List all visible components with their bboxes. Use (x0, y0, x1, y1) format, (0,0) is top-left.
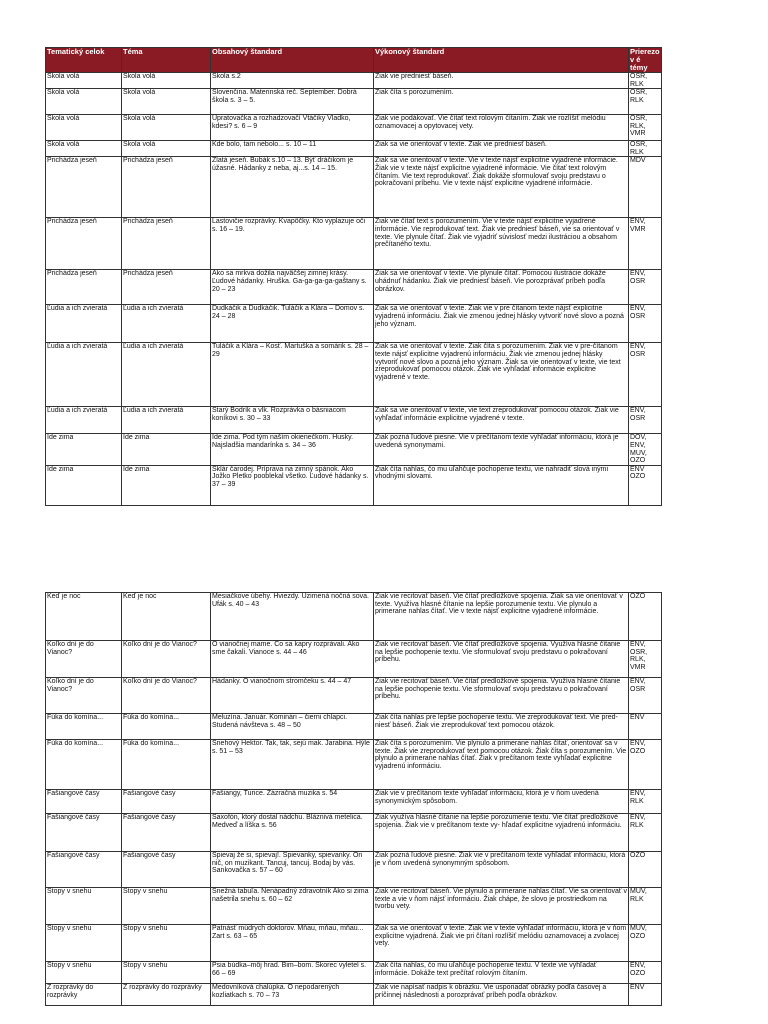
cell-performance-standard: Žiak číta nahlas, čo mu uľahčuje pochopenie textu, vie nahradiť slová inými vhodnými slovami. (374, 465, 629, 505)
header-content-standard: Obsahový štandard (211, 48, 374, 73)
cell-cross-topics: ENV, RLK (629, 814, 662, 852)
cell-performance-standard: Žiak vie predniesť báseň. (374, 73, 629, 89)
cell-content-standard: Škola s.2 (211, 73, 374, 89)
table-row (46, 305, 662, 343)
cell-topic: Fúka do komína... (122, 740, 211, 790)
cell-cross-topics: ENV, OSR (629, 407, 662, 434)
cell-cross-topics: ENV (629, 984, 662, 1006)
cell-thematic-unit: Prichádza jeseň (46, 218, 122, 270)
cell-thematic-unit: Z rozprávky do rozprávky (46, 984, 122, 1006)
cell-content-standard: Snežná tabuľa. Nenápadný zdravotník Ako si zima našetrila snehu s. 60 – 62 (211, 888, 374, 925)
cell-topic: Stopy v snehu (122, 962, 211, 984)
cell-performance-standard: Žiak vie podákovať. Vie čítať text rolovým čítaním. Žiak vie rozlíšiť melódiu oznamovacej a opytovacej vety. (374, 115, 629, 141)
cell-content-standard: Dudkáčik a Dudkáčik. Tuláčik a Klára – Domov s. 24 – 28 (211, 305, 374, 343)
cell-performance-standard: Žiak vie recitovať báseň. Vie čítať predložkové spojenia. Využíva hlasné čítanie na lepšie pochopenie textu. Vie sformulovať svoju predstavu o pokračovaní príbehu. (374, 678, 629, 714)
table-row (46, 888, 662, 925)
cell-cross-topics: ENV (629, 714, 662, 740)
cell-cross-topics: ENV, OSR (629, 270, 662, 305)
cell-performance-standard: Žiak vie čítať text s porozumením. Vie v texte nájsť explicitne vyjadrené informácie. Vie reprodukovať text. Žiak vie predniesť báseň, vie sa orientovať v texte. Vie plynule čítať. Žiak vie vyjadriť súvislosť medzi ilustráciou a obsahom prečítaného textu. (374, 218, 629, 270)
cell-thematic-unit: Ľudia a ich zvieratá (46, 305, 122, 343)
cell-performance-standard: Žiak využíva hlasné čítanie na lepšie porozumenie textu. Vie čítať predložkové spojenia. Žiak vie v prečítanom texte vy- hľadať explicitne vyjadrenú informáciu. (374, 814, 629, 852)
cell-topic: Škola volá (122, 115, 211, 141)
table-row (46, 925, 662, 962)
cell-topic: Prichádza jeseň (122, 157, 211, 218)
cell-cross-topics: MDV (629, 157, 662, 218)
cell-content-standard: Ide zima. Pod tým naším okienečkom. Husky. Najsladšia mandarínka s. 34 – 36 (211, 434, 374, 465)
table-row (46, 218, 662, 270)
table-row (46, 407, 662, 434)
table-row (46, 343, 662, 407)
header-performance-standard: Výkonový štandard (374, 48, 629, 73)
table-row (46, 962, 662, 984)
cell-topic: Stopy v snehu (122, 888, 211, 925)
cell-cross-topics: ENV, OSR (629, 343, 662, 407)
cell-cross-topics: ENV, OSR, RLK, VMR (629, 641, 662, 678)
table-row (46, 678, 662, 714)
cell-performance-standard: Žiak sa vie orientovať v texte. Vie v texte nájsť explicitne vyjadrené informácie. Žiak vie v texte nájsť explicitne vyjadrené informácie. Vie čítať text rolovým čítaním. Vie text reprodukovať. Žiak dokáže sformulovať svoju predstavu o pokračovaní príbehu. Vie v texte nájsť explicitne vyjadrené informácie. (374, 157, 629, 218)
cell-thematic-unit: Škola volá (46, 141, 122, 157)
cell-topic: Fašiangové časy (122, 814, 211, 852)
table-row (46, 740, 662, 790)
cell-topic: Ľudia a ich zvieratá (122, 343, 211, 407)
cell-topic: Koľko dní je do Vianoc? (122, 641, 211, 678)
cell-content-standard: Patnásť múdrych doktorov. Mňau, mňau, mňau... Zart s. 63 – 65 (211, 925, 374, 962)
table-header-row (46, 48, 662, 73)
table-row (46, 89, 662, 115)
cell-cross-topics: ENV, OSR (629, 305, 662, 343)
table-row (46, 641, 662, 678)
cell-cross-topics: MUV, RLK (629, 888, 662, 925)
cell-thematic-unit: Fašiangové časy (46, 852, 122, 888)
cell-content-standard: O vianočnej mame. Čo sa kapry rozprávali. Ako sme čakali. Vianoce s. 44 – 46 (211, 641, 374, 678)
cell-performance-standard: Žiak vie recitovať báseň. Vie plynulo a primerane nahlas čítať. Vie sa orientovať v texte a vie v ňom nájsť informáciu. Žiak chápe, že slovo je prostriedkom na tvorbu vety. (374, 888, 629, 925)
table-row (46, 852, 662, 888)
cell-topic: Prichádza jeseň (122, 270, 211, 305)
cell-topic: Škola volá (122, 141, 211, 157)
cell-performance-standard: Žiak sa vie orientovať v texte. Žiak vie predniesť báseň. (374, 141, 629, 157)
table-row (46, 434, 662, 465)
cell-cross-topics: ENV, RLK (629, 790, 662, 814)
table-body-bottom (46, 593, 662, 1006)
table-body-top (46, 73, 662, 506)
cell-content-standard: Medovníková chalúpka. O nepodarených kozliatkach s. 70 – 73 (211, 984, 374, 1006)
cell-performance-standard: Žiak sa vie orientovať v texte. Vie plynule čítať. Pomocou ilustrácie dokáže uhádnuť hádanku. Žiak vie predniesť báseň. Vie porozprávať príbeh podľa obrázkov. (374, 270, 629, 305)
cell-performance-standard: Žiak číta nahlas pre lepšie pochopenie textu. Vie zreprodukovať text. Vie pred- niesť báseň. Žiak vie zreprodukovať text pomocou otázok. (374, 714, 629, 740)
cell-cross-topics: DOV, ENV, MUV, OZO (629, 434, 662, 465)
cell-thematic-unit: Keď je noc (46, 593, 122, 641)
cell-performance-standard: Žiak pozná ľudové piesne. Vie v prečítanom texte vyhľadať informáciu, ktorá je uvedená synonymami. (374, 434, 629, 465)
cell-cross-topics: ENV, OZO (629, 740, 662, 790)
table-row (46, 115, 662, 141)
cell-cross-topics: OSR, RLK (629, 89, 662, 115)
cell-thematic-unit: Ide zima (46, 434, 122, 465)
cell-cross-topics: ENV, VMR (629, 218, 662, 270)
cell-topic: Ide zima (122, 465, 211, 505)
cell-topic: Fúka do komína... (122, 714, 211, 740)
cell-topic: Prichádza jeseň (122, 218, 211, 270)
cell-performance-standard: Žiak číta nahlas, čo mu uľahčuje pochopenie textu. V texte vie vyhľadať informácie. Dokáže text prečítať rolovým čítaním. (374, 962, 629, 984)
cell-topic: Ide zima (122, 434, 211, 465)
cell-performance-standard: Žiak sa vie orientovať v texte. Žiak vie v pre čítanom texte nájsť explicitne vyjadrenú informáciu. Žiak vie zmenou jednej hlásky vytvoriť nové slovo a pozná jeho význam. (374, 305, 629, 343)
table-row (46, 73, 662, 89)
cell-performance-standard: Žiak číta s porozumením. (374, 89, 629, 115)
header-topic: Téma (122, 48, 211, 73)
cell-content-standard: Snehový Hektor. Tak, tak, sejú mak. Jarabina. Hýle s. 51 – 53 (211, 740, 374, 790)
cell-topic: Škola volá (122, 73, 211, 89)
cell-performance-standard: Žiak vie recitovať báseň. Vie čítať predložkové spojenia. Žiak sa vie orientovať v texte. Využíva hlasné čítanie na lepšie porozumenie textu. Vie plynulo a primerane nahlas čítať. Vie v texte nájsť explicitne vyjadrené informácie. (374, 593, 629, 641)
cell-content-standard: Upratovačka a rozhadzovačí Vtáčiky Vladko, kdesi? s. 6 – 9 (211, 115, 374, 141)
cell-thematic-unit: Fašiangové časy (46, 790, 122, 814)
cell-thematic-unit: Ide zima (46, 465, 122, 505)
cell-cross-topics: OZO (629, 852, 662, 888)
cell-performance-standard: Žiak vie v prečítanom texte vyhľadať informáciu, ktorá je v ňom uvedená synonymickým spôsobom. (374, 790, 629, 814)
cell-content-standard: Starý Bodrík a vlk. Rozprávka o básniacom koníkovi s. 30 – 33 (211, 407, 374, 434)
cell-performance-standard: Žiak vie recitovať báseň. Vie čítať predložkové spojenia. Využíva hlasné čítanie na lepšie pochopenie textu. Vie sformulovať svoju predstavu o pokračovaní príbehu. (374, 641, 629, 678)
cell-topic: Fašiangové časy (122, 852, 211, 888)
table-row (46, 465, 662, 505)
cell-thematic-unit: Stopy v snehu (46, 888, 122, 925)
cell-topic: Fašiangové časy (122, 790, 211, 814)
cell-thematic-unit: Prichádza jeseň (46, 270, 122, 305)
cell-thematic-unit: Fúka do komína... (46, 740, 122, 790)
cell-thematic-unit: Ľudia a ich zvieratá (46, 343, 122, 407)
cell-content-standard: Zlatá jeseň. Bubák s.10 – 13. Býť dráčikom je úžasné. Hádanky z neba, aj...s. 14 – 15. (211, 157, 374, 218)
table-row (46, 157, 662, 218)
cell-content-standard: Slovenčina. Materinská reč. September. Dobrá škola s. 3 – 5. (211, 89, 374, 115)
cell-thematic-unit: Škola volá (46, 89, 122, 115)
cell-topic: Škola volá (122, 89, 211, 115)
cell-topic: Z rozprávky do rozprávky (122, 984, 211, 1006)
cell-thematic-unit: Stopy v snehu (46, 962, 122, 984)
cell-thematic-unit: Fašiangové časy (46, 814, 122, 852)
cell-content-standard: Tuláčik a Klára – Kosť. Martuška a somárik s. 28 – 29 (211, 343, 374, 407)
table-row (46, 141, 662, 157)
cell-performance-standard: Žiak číta s porozumením. Vie plynulo a primerane nahlas čítať, orientovať sa v texte. Žiak vie zreprodukovať text pomocou otázok. Žiak číta s porozumením. Vie plynulo a primerane nahlas čítať. Žiak v prečítanom texte vyhľadať explicitne vyjadrenú informáciu. (374, 740, 629, 790)
cell-thematic-unit: Ľudia a ich zvieratá (46, 407, 122, 434)
cell-thematic-unit: Škola volá (46, 73, 122, 89)
curriculum-table-bottom (45, 592, 662, 1006)
cell-cross-topics: ENV OZO (629, 465, 662, 505)
header-thematic-unit: Tematický celok (46, 48, 122, 73)
cell-thematic-unit: Koľko dní je do Vianoc? (46, 678, 122, 714)
cell-topic: Ľudia a ich zvieratá (122, 305, 211, 343)
cell-cross-topics: ENV, OZO (629, 962, 662, 984)
cell-content-standard: Spievaj že si, spievaj!. Spievanky, spievanky. Ón nič, on muzikant. Tancuj, tancuj. Bodaj by vás. Sankovačka s. 57 – 60 (211, 852, 374, 888)
cell-topic: Ľudia a ich zvieratá (122, 407, 211, 434)
cell-cross-topics: OSR, RLK, VMR (629, 115, 662, 141)
cell-performance-standard: Žiak sa vie orientovať v texte. Žiak číta s porozumením. Žiak vie v pre-čítanom texte nájsť explicitne vyjadrenú informáciu. Žiak vie zmenou jednej hlásky vytvoriť nové slovo a pozná jeho význam. Žiak sa vie orientovať v texte, vie text zreprodukovať pomocou otázok. Žiak vie vyhľadať informácie explicitne vyjadrené v texte. (374, 343, 629, 407)
header-cross-topics: Prierezov é témy (630, 47, 660, 72)
cell-content-standard: Saxofón, ktorý dostal nádchu. Bláznivá metelica. Medveď a líška s. 56 (211, 814, 374, 852)
cell-performance-standard: Žiak pozná ľudové piesne. Žiak vie v prečítanom texte vyhľadať informáciu, ktorá je v ňom uvedená synonymným spôsobom. (374, 852, 629, 888)
cell-thematic-unit: Prichádza jeseň (46, 157, 122, 218)
cell-cross-topics: OSR, RLK (629, 73, 662, 89)
cell-topic: Koľko dní je do Vianoc? (122, 678, 211, 714)
cell-performance-standard: Žiak vie napísať nadpis k obrázku. Vie usporiadať obrázky podľa časovej a príčinnej následnosti a porozprávať príbeh podľa obrázkov. (374, 984, 629, 1006)
cell-content-standard: Mesiačkove úbehy. Hviezdy. Uzimená nočná sova. Ufák s. 40 – 43 (211, 593, 374, 641)
cell-thematic-unit: Stopy v snehu (46, 925, 122, 962)
cell-cross-topics: MUV, OZO (629, 925, 662, 962)
cell-performance-standard: Žiak sa vie orientovať v texte. Žiak vie v texte vyhľadať informáciu, ktorá je v ňom explicitne vyjadrená. Žiak vie pri čítaní rozlíšiť melódiu oznamovacej a zvolacej vety. (374, 925, 629, 962)
cell-thematic-unit: Škola volá (46, 115, 122, 141)
cell-content-standard: Kde bolo, tam nebolo... s. 10 – 11 (211, 141, 374, 157)
cell-content-standard: Lastovičie rozprávky. Kvapôčky. Kto vyplazuje oči s. 16 – 19. (211, 218, 374, 270)
table-row (46, 714, 662, 740)
cell-topic: Keď je noc (122, 593, 211, 641)
cell-content-standard: Ako sa mrkva dožila najväčšej zimnej krásy. Ľudové hádanky. Hruška. Ga-ga-ga-ga-gaštany s. 20 – 23 (211, 270, 374, 305)
curriculum-table-top (45, 47, 662, 506)
cell-content-standard: Psia búdka–môj hrad. Bim–bom. Škorec vyletel s. 66 – 69 (211, 962, 374, 984)
cell-content-standard: Meluzína. Január. Kominári – čierni chlapci. Studená návšteva s. 48 – 50 (211, 714, 374, 740)
table-row (46, 814, 662, 852)
cell-thematic-unit: Fúka do komína... (46, 714, 122, 740)
table-row (46, 790, 662, 814)
table-row (46, 593, 662, 641)
cell-content-standard: Sklár čarodej. Príprava na zimný spánok. Ako Jožko Pletko pooblekal všetko. Ľudové hádanky s. 37 – 39 (211, 465, 374, 505)
cell-cross-topics: ENV, OSR (629, 678, 662, 714)
cell-content-standard: Hádanky. O vianočnom stromčeku s. 44 – 47 (211, 678, 374, 714)
cell-topic: Stopy v snehu (122, 925, 211, 962)
cell-cross-topics: OZO (629, 593, 662, 641)
table-row (46, 984, 662, 1006)
cell-thematic-unit: Koľko dní je do Vianoc? (46, 641, 122, 678)
cell-performance-standard: Žiak sa vie orientovať v texte, vie text zreprodukovať pomocou otázok. Žiak vie vyhľadať informácie explicitne vyjadrené v texte. (374, 407, 629, 434)
cell-cross-topics: OSR, RLK (629, 141, 662, 157)
table-row (46, 270, 662, 305)
cell-content-standard: Fašiangy, Turice. Zázračná muzika s. 54 (211, 790, 374, 814)
